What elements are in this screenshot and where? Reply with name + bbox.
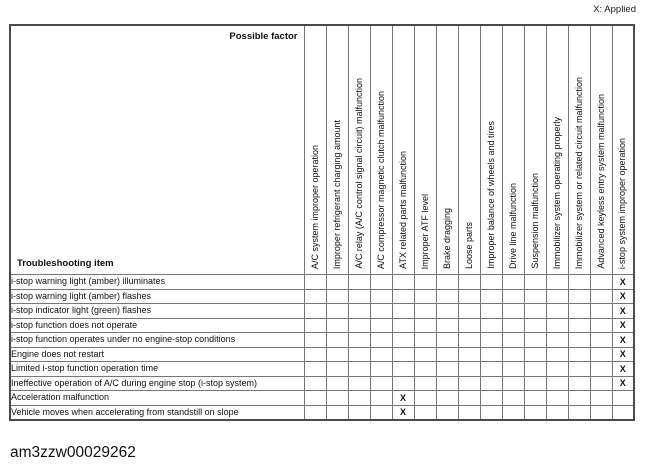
empty-cell bbox=[502, 275, 524, 290]
factor-label: i-stop system improper operation bbox=[617, 137, 628, 269]
applied-mark-cell: X bbox=[612, 289, 634, 304]
applied-mark-cell: X bbox=[612, 275, 634, 290]
empty-cell bbox=[458, 347, 480, 362]
empty-cell bbox=[348, 289, 370, 304]
empty-cell bbox=[304, 376, 326, 391]
empty-cell bbox=[590, 376, 612, 391]
empty-cell bbox=[326, 362, 348, 377]
empty-cell bbox=[480, 304, 502, 319]
factor-column-header bbox=[370, 25, 392, 275]
applied-mark-cell: X bbox=[612, 333, 634, 348]
table-row bbox=[10, 347, 634, 362]
empty-cell bbox=[568, 289, 590, 304]
empty-cell bbox=[304, 275, 326, 290]
troubleshooting-item: i-stop indicator light (green) flashes bbox=[10, 304, 304, 319]
applied-mark-cell: X bbox=[392, 391, 414, 406]
empty-cell bbox=[524, 405, 546, 420]
empty-cell bbox=[348, 333, 370, 348]
empty-cell bbox=[348, 391, 370, 406]
applied-mark-cell: X bbox=[612, 376, 634, 391]
empty-cell bbox=[546, 391, 568, 406]
empty-cell bbox=[392, 289, 414, 304]
applied-legend: X: Applied bbox=[593, 4, 636, 15]
empty-cell bbox=[590, 362, 612, 377]
corner-cell bbox=[10, 25, 304, 275]
factor-column-header bbox=[326, 25, 348, 275]
factor-label: Improper balance of wheels and tires bbox=[485, 121, 496, 269]
empty-cell bbox=[348, 275, 370, 290]
empty-cell bbox=[480, 376, 502, 391]
factor-label: Advanced keyless entry system malfunction bbox=[595, 94, 606, 269]
table-row bbox=[10, 376, 634, 391]
factor-label: Suspension malfunction bbox=[529, 173, 540, 269]
empty-cell bbox=[436, 362, 458, 377]
empty-cell bbox=[304, 304, 326, 319]
empty-cell bbox=[326, 376, 348, 391]
empty-cell bbox=[458, 376, 480, 391]
empty-cell bbox=[348, 304, 370, 319]
empty-cell bbox=[436, 405, 458, 420]
empty-cell bbox=[370, 318, 392, 333]
empty-cell bbox=[524, 376, 546, 391]
empty-cell bbox=[546, 376, 568, 391]
empty-cell bbox=[568, 391, 590, 406]
empty-cell bbox=[502, 347, 524, 362]
table-row bbox=[10, 318, 634, 333]
empty-cell bbox=[458, 275, 480, 290]
empty-cell bbox=[502, 304, 524, 319]
empty-cell bbox=[480, 289, 502, 304]
empty-cell bbox=[458, 318, 480, 333]
empty-cell bbox=[458, 289, 480, 304]
empty-cell bbox=[590, 333, 612, 348]
factor-label: Improper refrigerant charging amount bbox=[331, 119, 342, 269]
empty-cell bbox=[524, 347, 546, 362]
empty-cell bbox=[326, 275, 348, 290]
factor-column-header bbox=[392, 25, 414, 275]
empty-cell bbox=[370, 304, 392, 319]
empty-cell bbox=[502, 376, 524, 391]
table-row bbox=[10, 391, 634, 406]
empty-cell bbox=[392, 275, 414, 290]
empty-cell bbox=[436, 347, 458, 362]
factor-column-header bbox=[458, 25, 480, 275]
empty-cell bbox=[480, 318, 502, 333]
factor-column-header bbox=[590, 25, 612, 275]
empty-cell bbox=[326, 304, 348, 319]
empty-cell bbox=[370, 391, 392, 406]
empty-cell bbox=[436, 289, 458, 304]
empty-cell bbox=[458, 304, 480, 319]
troubleshooting-item: Acceleration malfunction bbox=[10, 391, 304, 406]
figure-id-caption: am3zzw00029262 bbox=[10, 444, 136, 461]
troubleshooting-table bbox=[9, 24, 635, 421]
empty-cell bbox=[524, 318, 546, 333]
factor-column-header bbox=[524, 25, 546, 275]
empty-cell bbox=[348, 347, 370, 362]
corner-cell-content bbox=[11, 26, 304, 274]
empty-cell bbox=[392, 347, 414, 362]
empty-cell bbox=[414, 333, 436, 348]
empty-cell bbox=[392, 362, 414, 377]
empty-cell bbox=[568, 318, 590, 333]
empty-cell bbox=[480, 347, 502, 362]
empty-cell bbox=[524, 304, 546, 319]
factor-column-header bbox=[480, 25, 502, 275]
empty-cell bbox=[612, 391, 634, 406]
empty-cell bbox=[414, 391, 436, 406]
empty-cell bbox=[370, 362, 392, 377]
troubleshooting-item: i-stop function does not operate bbox=[10, 318, 304, 333]
empty-cell bbox=[436, 318, 458, 333]
empty-cell bbox=[304, 333, 326, 348]
empty-cell bbox=[524, 275, 546, 290]
table-row bbox=[10, 304, 634, 319]
factor-column-header bbox=[502, 25, 524, 275]
empty-cell bbox=[546, 347, 568, 362]
empty-cell bbox=[480, 391, 502, 406]
empty-cell bbox=[546, 304, 568, 319]
empty-cell bbox=[304, 362, 326, 377]
empty-cell bbox=[414, 362, 436, 377]
factor-label: A/C relay (A/C control signal circuit) malfunction bbox=[353, 78, 364, 269]
empty-cell bbox=[546, 333, 568, 348]
factor-column-header bbox=[348, 25, 370, 275]
troubleshooting-item: i-stop function operates under no engine-stop conditions bbox=[10, 333, 304, 348]
troubleshooting-item: i-stop warning light (amber) illuminates bbox=[10, 275, 304, 290]
empty-cell bbox=[304, 289, 326, 304]
empty-cell bbox=[436, 304, 458, 319]
empty-cell bbox=[480, 362, 502, 377]
factor-column-header bbox=[304, 25, 326, 275]
table-row bbox=[10, 333, 634, 348]
empty-cell bbox=[546, 275, 568, 290]
empty-cell bbox=[370, 275, 392, 290]
empty-cell bbox=[502, 318, 524, 333]
empty-cell bbox=[502, 405, 524, 420]
troubleshooting-item: Ineffective operation of A/C during engine stop (i-stop system) bbox=[10, 376, 304, 391]
troubleshooting-item: Engine does not restart bbox=[10, 347, 304, 362]
applied-mark-cell: X bbox=[612, 304, 634, 319]
empty-cell bbox=[568, 347, 590, 362]
factor-column-header bbox=[612, 25, 634, 275]
empty-cell bbox=[370, 405, 392, 420]
empty-cell bbox=[458, 391, 480, 406]
empty-cell bbox=[304, 318, 326, 333]
factor-label: Improper ATF level bbox=[419, 193, 430, 269]
empty-cell bbox=[590, 318, 612, 333]
empty-cell bbox=[436, 376, 458, 391]
factor-label: Brake dragging bbox=[441, 207, 452, 269]
troubleshooting-item: Limited i-stop function operation time bbox=[10, 362, 304, 377]
empty-cell bbox=[326, 405, 348, 420]
empty-cell bbox=[546, 318, 568, 333]
empty-cell bbox=[326, 347, 348, 362]
empty-cell bbox=[436, 275, 458, 290]
empty-cell bbox=[502, 362, 524, 377]
empty-cell bbox=[326, 333, 348, 348]
factor-column-header bbox=[568, 25, 590, 275]
empty-cell bbox=[524, 391, 546, 406]
empty-cell bbox=[370, 289, 392, 304]
empty-cell bbox=[458, 362, 480, 377]
empty-cell bbox=[590, 289, 612, 304]
empty-cell bbox=[480, 405, 502, 420]
empty-cell bbox=[326, 289, 348, 304]
table-row bbox=[10, 405, 634, 420]
empty-cell bbox=[436, 333, 458, 348]
empty-cell bbox=[546, 289, 568, 304]
troubleshooting-item-label: Troubleshooting item bbox=[17, 258, 114, 269]
table-row bbox=[10, 362, 634, 377]
empty-cell bbox=[590, 347, 612, 362]
table-row bbox=[10, 289, 634, 304]
empty-cell bbox=[370, 347, 392, 362]
factor-column-header bbox=[414, 25, 436, 275]
empty-cell bbox=[612, 405, 634, 420]
empty-cell bbox=[414, 376, 436, 391]
factor-label: A/C compressor magnetic clutch malfunction bbox=[375, 90, 386, 269]
empty-cell bbox=[414, 289, 436, 304]
empty-cell bbox=[568, 376, 590, 391]
possible-factor-label: Possible factor bbox=[229, 31, 298, 42]
empty-cell bbox=[590, 304, 612, 319]
empty-cell bbox=[524, 289, 546, 304]
empty-cell bbox=[568, 275, 590, 290]
empty-cell bbox=[502, 333, 524, 348]
empty-cell bbox=[414, 318, 436, 333]
empty-cell bbox=[392, 333, 414, 348]
table-row bbox=[10, 275, 634, 290]
empty-cell bbox=[370, 333, 392, 348]
factor-label: Loose parts bbox=[463, 221, 474, 269]
empty-cell bbox=[458, 333, 480, 348]
empty-cell bbox=[392, 318, 414, 333]
empty-cell bbox=[590, 391, 612, 406]
empty-cell bbox=[414, 347, 436, 362]
empty-cell bbox=[348, 318, 370, 333]
empty-cell bbox=[524, 362, 546, 377]
empty-cell bbox=[348, 405, 370, 420]
empty-cell bbox=[304, 405, 326, 420]
empty-cell bbox=[326, 318, 348, 333]
header-row bbox=[10, 25, 634, 275]
empty-cell bbox=[546, 405, 568, 420]
empty-cell bbox=[546, 362, 568, 377]
empty-cell bbox=[568, 333, 590, 348]
applied-mark-cell: X bbox=[612, 347, 634, 362]
empty-cell bbox=[502, 391, 524, 406]
empty-cell bbox=[414, 304, 436, 319]
empty-cell bbox=[414, 275, 436, 290]
factor-label: Immobilizer system or related circuit malfunction bbox=[573, 76, 584, 269]
troubleshooting-item: i-stop warning light (amber) flashes bbox=[10, 289, 304, 304]
empty-cell bbox=[326, 391, 348, 406]
empty-cell bbox=[348, 362, 370, 377]
factor-label: ATX related parts malfunction bbox=[397, 151, 408, 269]
factor-label: A/C system improper operation bbox=[309, 144, 320, 269]
empty-cell bbox=[436, 391, 458, 406]
empty-cell bbox=[370, 376, 392, 391]
factor-column-header bbox=[546, 25, 568, 275]
empty-cell bbox=[568, 405, 590, 420]
empty-cell bbox=[590, 275, 612, 290]
factor-column-header bbox=[436, 25, 458, 275]
applied-mark-cell: X bbox=[612, 362, 634, 377]
empty-cell bbox=[568, 362, 590, 377]
empty-cell bbox=[502, 289, 524, 304]
troubleshooting-item: Vehicle moves when accelerating from standstill on slope bbox=[10, 405, 304, 420]
empty-cell bbox=[348, 376, 370, 391]
applied-mark-cell: X bbox=[392, 405, 414, 420]
empty-cell bbox=[458, 405, 480, 420]
empty-cell bbox=[392, 376, 414, 391]
empty-cell bbox=[304, 391, 326, 406]
table-body bbox=[10, 275, 634, 420]
empty-cell bbox=[590, 405, 612, 420]
empty-cell bbox=[568, 304, 590, 319]
empty-cell bbox=[524, 333, 546, 348]
factor-label: Immobilizer system operating properly bbox=[551, 116, 562, 269]
empty-cell bbox=[304, 347, 326, 362]
empty-cell bbox=[414, 405, 436, 420]
applied-mark-cell: X bbox=[612, 318, 634, 333]
empty-cell bbox=[480, 333, 502, 348]
empty-cell bbox=[392, 304, 414, 319]
factor-label: Drive line malfunction bbox=[507, 182, 518, 269]
empty-cell bbox=[480, 275, 502, 290]
